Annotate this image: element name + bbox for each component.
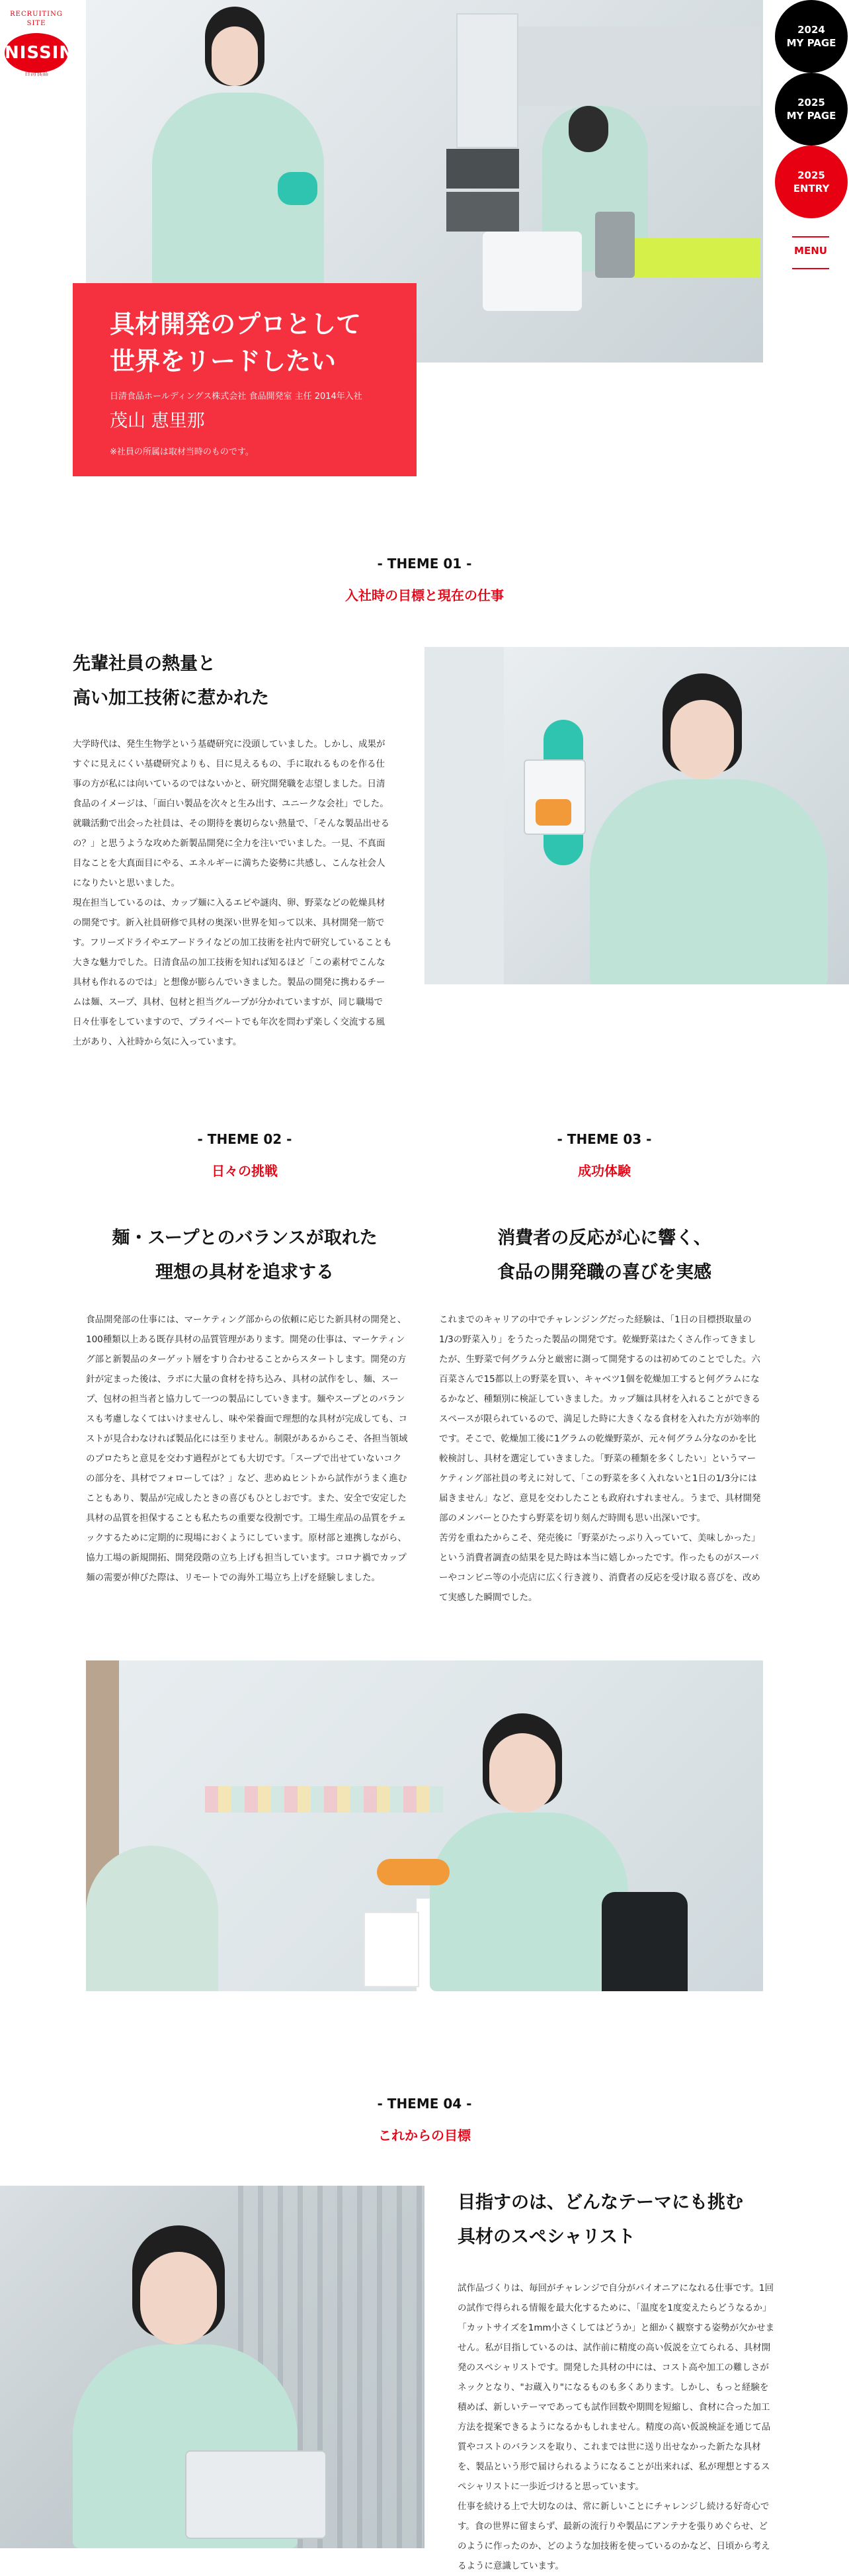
theme03-body: これまでのキャリアの中でチャレンジングだった経験は、「1日の目標摂取量の1/3の野菜入り」をうたった製品の開発です。乾燥野菜はたくさん作ってきましたが、生野菜で何グラム分と厳密に測って開発するのは初めてのことでした。六百菜さんで15都以上の野菜を買い、キャベツ1個を乾燥加工すると何グラムになるかなど、種類別に検証していきました。カップ麺は具材を入れることができるスペースが限られているので、満足した時に大きくなる食材を入れた方が効率的です。そこで、乾燥加工後に1グラムの乾燥野菜が、元々何グラム分なのかを比較検討し、具材を選定していきました。「野菜の種類を多くしたい」というマーケティング部社員の考えに対して、「この野菜を多く入れないと1日の1/3分には届きません」など、意見を交わしたことも政府れすれません。うまで、具材開発部のメンバーとひたすら野菜を切り刻んだ時間も思い出深いです。 苦労を重ねたからこそ、発売後に「野菜がたっぷり入っていて、美味しかった」という消費者調査の結果を見た時は本当に嬉しかったです。作ったものがスーパーやコンビニ等の小売店に広く行き渡り、消費者の反応を受け取る喜びを、改めて実感した瞬間でした。 [439, 1314, 761, 1603]
theme03-subtitle: 成功体験 [578, 1163, 631, 1179]
theme02-label: - THEME 02 - [197, 1131, 292, 1147]
mypage-2024-button[interactable] [775, 0, 848, 73]
theme03-title-line2: 食品の開発職の喜びを実感 [497, 1262, 711, 1283]
theme02-title-line1: 麺・スープとのバランスが取れた [112, 1228, 378, 1248]
menu-button[interactable]: MENU [794, 245, 827, 257]
hero-card [73, 283, 417, 476]
menu-line-bottom [792, 268, 829, 269]
theme01-title-line2: 高い加工技術に惹かれた [73, 688, 269, 708]
theme02-body: 食品開発部の仕事には、マーケティング部からの依頼に応じた新具材の開発と、100種類以上ある既存具材の品質管理があります。開発の仕事は、マーケティング部と新製品のターゲット層をすり合わせることからスタートします。開発の方針が定まった後は、ラボに大量の食材を持ち込み、具材の試作をし、麺、スープ、包材の担当者と協力して一つの製品にしていきます。麺やスープとのバランスも考慮しなくてはいけませんし、味や栄養面で理想的な具材が完成しても、コストが見合わなければ製品化には至りません。制限があるからこそ、各担当領域のプロたちと意見を交わす過程がとても大切です。「スープで出せていないコクの部分を、具材でフォローしては？」など、悲めぬヒントから試作がうまく進むこともあり、製品が完成したときの喜びもひとしおです。また、安全で安定した具材の品質を担保することも私たちの重要な役割です。工場生産品の品質をチェックするために定期的に現場におくようにしています。原材部と連携しながら、協力工場の新規開拓、開発段階の立ち上げも担当しています。コロナ禍でカップ麺の需要が伸びた際は、リモートでの海外工場立ち上げを経験しました。 [86, 1314, 408, 1583]
theme04-body: 試作品づくりは、毎回がチャレンジで自分がパイオニアになれる仕事です。1回の試作で得られる情報を最大化するために、「温度を1度変えたらどうなるか」「カットサイズを1mm小さくしてはどうか」と細かく観察する姿勢が欠かせません。私が目指しているのは、試作前に精度の高い仮説を立てられる、具材開発のスペシャリストです。開発した具材の中には、コスト高や加工の難しさがネックとなり、"お蔵入り"になるものも多くあります。しかし、もっと経験を積めば、新しいテーマであっても試作回数や期間を短縮し、食材に合った加工方法を提案できるようになるかもしれません。精度の高い仮説検証を通じて品質やコストのバランスを取り、これまでは世に送り出せなかった新たな具材を、製品という形で届けられるようになることが出来れば、私が理想とするスペシャリストに一歩近づけると思っています。 仕事を続ける上で大切なのは、常に新しいことにチャレンジし続ける好奇心です。食の世界に留まらず、最新の流行りや製品にアンテナを張りめぐらせ、どのように作ったのか、どのような加技術を使っているのかなど、日頃から考えるように意識しています。 [458, 2283, 775, 2571]
logo-subtext: 日清食品 [24, 71, 48, 77]
theme04-photo [0, 2186, 425, 2548]
theme01-label: - THEME 01 - [377, 556, 472, 572]
recruiting-site-label: RECRUITING SITE [10, 11, 63, 27]
entry-2025-year: 2025 [797, 169, 825, 181]
theme04-title-line2: 具材のスペシャリスト [458, 2227, 635, 2247]
theme03-label: - THEME 03 - [557, 1131, 652, 1147]
hero-title-line1: 具材開発のプロとして [110, 310, 362, 339]
entry-2025-label: ENTRY [793, 183, 830, 194]
theme03-title-line1: 消費者の反応が心に響く、 [497, 1228, 711, 1248]
theme01-title [73, 647, 417, 716]
mypage-2024-label: MY PAGE [786, 37, 836, 49]
entry-2025-button[interactable] [775, 146, 848, 218]
tasting-photo [86, 1660, 763, 1991]
theme04-title [458, 2186, 788, 2254]
mypage-2025-year: 2025 [797, 97, 825, 108]
theme04-label: - THEME 04 - [377, 2096, 472, 2112]
theme01-title-line1: 先輩社員の熱量と [73, 654, 216, 674]
hero-note: ※社員の所属は取材当時のものです。 [110, 447, 254, 457]
nissin-logo[interactable] [0, 0, 75, 77]
mypage-2025-label: MY PAGE [786, 110, 836, 122]
theme04-subtitle: これからの目標 [378, 2127, 471, 2143]
mypage-2024-year: 2024 [797, 24, 825, 36]
hero-title-line2: 世界をリードしたい [110, 347, 337, 376]
theme01-photo [425, 647, 849, 984]
theme01-subtitle: 入社時の目標と現在の仕事 [345, 587, 504, 603]
theme01-body: 大学時代は、発生生物学という基礎研究に没頭していました。しかし、成果がすぐに見えにくい基礎研究よりも、目に見えるもの、手に取れるものを作る仕事の方が私には向いているのではないかと、研究開発職を志望しました。日清食品のイメージは、「面白い製品を次々と生み出す、ユニークな会社」でした。就職活動で出会った社員は、その期待を裏切らない熱量で、「そんな製品出せるの？」と思うような攻めた新製品開発に全力を注いでいました。一見、不真面目なことを大真面目にやる、エネルギーに満ちた姿勢に共感し、こんな社会人になりたいと思いました。 現在担当しているのは、カップ麺に入るエビや謎肉、卵、野菜などの乾燥具材の開発です。新入社員研修で具材の奥深い世界を知って以来、具材開発一筋です。フリーズドライやエアードライなどの加工技術を社内で研究していることも大きな魅力でした。日清食品の加工技術を知れば知るほど「この素材でこんな具材も作れるのでは」と想像が膨らんでいきました。製品の開発に携わるチームは麺、スープ、具材、包材と担当グループが分かれていますが、同じ職場で日々仕事をしていますので、プライベートでも年次を問わず楽しく交流する風土があり、入社時から気に入っています。 [73, 739, 392, 1047]
theme02-subtitle: 日々の挑戦 [212, 1163, 278, 1179]
mypage-2025-button[interactable] [775, 73, 848, 146]
theme02-title-line2: 理想の具材を追求する [155, 1262, 334, 1283]
menu-line-top [792, 236, 829, 237]
theme03-title [432, 1221, 776, 1290]
nissin-brand-mark: NISSIN [5, 33, 68, 73]
theme02-title [73, 1221, 417, 1290]
hero-name: 茂山 恵里那 [110, 411, 205, 431]
hero-company: 日清食品ホールディングス株式会社 食品開発室 主任 2014年入社 [110, 392, 362, 402]
theme04-title-line1: 目指すのは、どんなテーマにも挑む [458, 2192, 743, 2213]
